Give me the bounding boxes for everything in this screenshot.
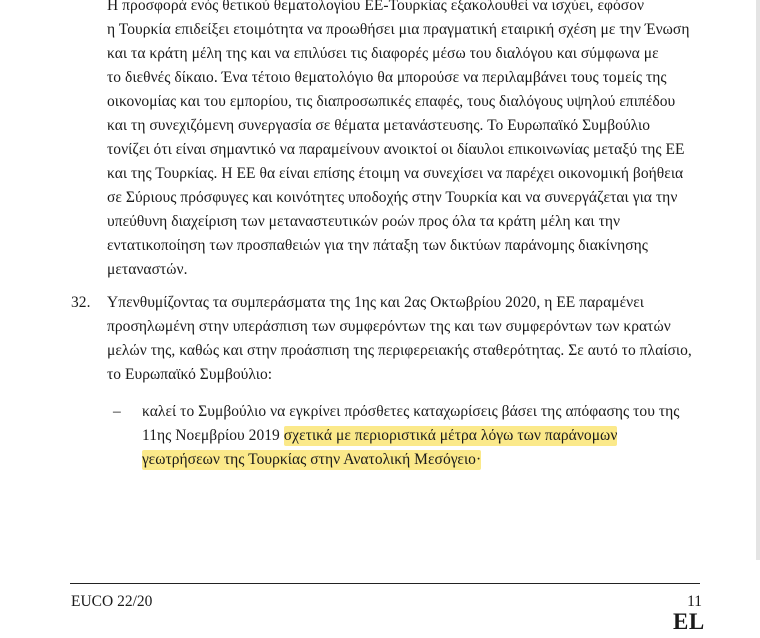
footer-page-number: 11 [687, 593, 702, 610]
bullet-text-plain: 11ης Νοεμβρίου 2019 [142, 427, 284, 444]
bullet-line [142, 450, 481, 470]
paragraph-line: σε Σύριους πρόσφυγες και κοινότητες υποδοχής στην Τουρκία και να συνεργάζεται για την [107, 189, 678, 206]
paragraph-line: εντατικοποίηση των προσπαθειών για την πάταξη των δικτύων παράνομης διακίνησης [107, 237, 648, 254]
paragraph-line: μεταναστών. [107, 261, 188, 278]
paragraph-line: υπεύθυνη διαχείριση των μεταναστευτικών ροών προς όλα τα κράτη μέλη και την [107, 213, 621, 230]
paragraph-line: και της Τουρκίας. Η ΕΕ θα είναι επίσης έτοιμη να συνεχίσει να παρέχει οικονομική βοήθεια [107, 165, 684, 182]
paragraph-line: και τα κράτη μέλη της και να επιλύσει τις διαφορές μέσω του διαλόγου και σύμφωνα με [107, 45, 659, 62]
footer-rule [70, 583, 700, 584]
paragraph-line: και τη συνεχιζόμενη συνεργασία σε θέματα μετανάστευσης. Το Ευρωπαϊκό Συμβούλιο [107, 117, 651, 134]
bullet-dash: – [113, 403, 121, 420]
paragraph-line: μελών της, καθώς και στην προάσπιση της περιφερειακής σταθερότητας. Σε αυτό το πλαίσιο, [107, 342, 692, 359]
paragraph-number: 32. [71, 294, 91, 311]
paragraph-line: το διεθνές δίκαιο. Ένα τέτοιο θεματολόγιο θα μπορούσε να περιλαμβάνει τους τομείς της [107, 69, 667, 86]
scroll-edge [756, 0, 760, 560]
highlighted-text: σχετικά με περιοριστικά μέτρα λόγω των παράνομων [283, 427, 618, 444]
footer-doc-ref: EUCO 22/20 [71, 593, 153, 610]
highlighted-text: γεωτρήσεων της Τουρκίας στην Ανατολική Μεσόγειο· [142, 451, 482, 468]
paragraph-line: η Τουρκία επιδείξει ετοιμότητα να προωθήσει μια πραγματική εταιρική σχέση με την Ένωση [107, 21, 690, 38]
paragraph-line: προσηλωμένη στην υπεράσπιση των συμφερόντων της και των συμφερόντων των κρατών [107, 318, 671, 335]
footer-language-code: EL [673, 609, 705, 634]
paragraph-line: Η προσφορά ενός θετικού θεματολογίου ΕΕ-Τουρκίας εξακολουθεί να ισχύει, εφόσον [107, 0, 645, 14]
paragraph-line: το Ευρωπαϊκό Συμβούλιο: [107, 366, 273, 383]
bullet-line: καλεί το Συμβούλιο να εγκρίνει πρόσθετες καταχωρίσεις βάσει της απόφασης του της [142, 403, 680, 420]
paragraph-line: τονίζει ότι είναι σημαντικό να παραμείνουν ανοικτοί οι δίαυλοι επικοινωνίας μεταξύ της ΕΕ [107, 141, 685, 158]
paragraph-line: Υπενθυμίζοντας τα συμπεράσματα της 1ης και 2ας Οκτωβρίου 2020, η ΕΕ παραμένει [107, 294, 645, 311]
bullet-line [142, 426, 617, 446]
paragraph-line: οικονομίας και του εμπορίου, τις διαπροσωπικές επαφές, τους διαλόγους υψηλού επιπέδου [107, 93, 676, 110]
